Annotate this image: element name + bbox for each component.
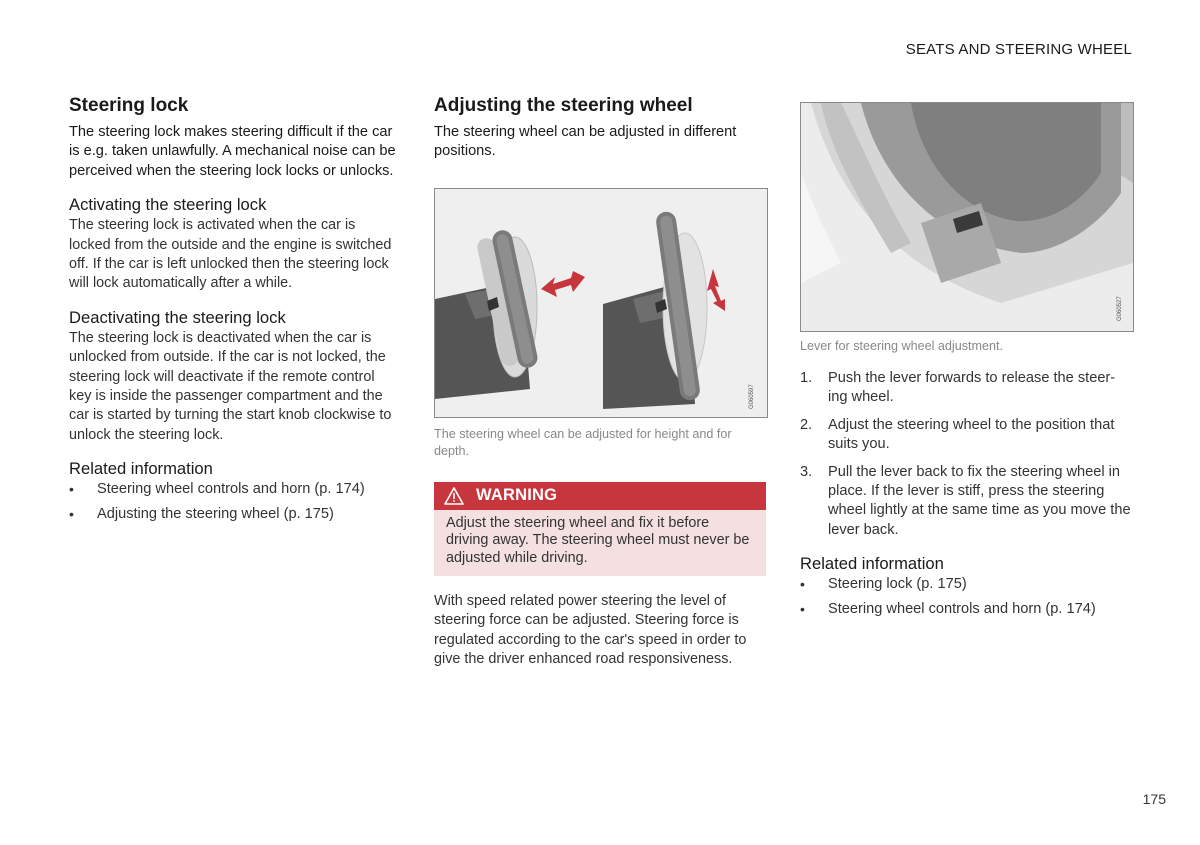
section-title: Steering lock bbox=[69, 95, 189, 116]
warning-triangle-icon bbox=[444, 487, 464, 505]
related-link[interactable]: • Steering lock (p. 175) bbox=[800, 575, 1134, 594]
related-heading: Related information bbox=[69, 459, 213, 479]
page-number: 175 bbox=[1142, 791, 1166, 807]
figure-caption: The steering wheel can be adjusted for height and for depth. bbox=[434, 426, 732, 458]
lever-section bbox=[800, 98, 1134, 625]
subheading-activating: Activating the steering lock bbox=[69, 195, 267, 215]
activating-text: The steering lock is activated when the car is locked from the outside and the engine is switched off. If the car is left unlocked then the steering lock will lock automatically after a while. bbox=[69, 217, 392, 292]
lever-drawing bbox=[801, 103, 1133, 331]
related-heading: Related information bbox=[800, 554, 944, 574]
related-link[interactable]: • Adjusting the steering wheel (p. 175) bbox=[69, 505, 399, 524]
related-information bbox=[800, 554, 1134, 619]
step-text: Pull the lever back to fix the steering wheel in place. If the lever is stiff, press the steering wheel lightly at the same time as you move the lever back. bbox=[828, 463, 1131, 538]
warning-text: Adjust the steering wheel and fix it before driving away. The steering wheel must never be adjusted while driving. bbox=[434, 510, 766, 576]
warning-label: WARNING bbox=[476, 486, 558, 505]
step-number: 2. bbox=[800, 416, 813, 433]
related-list bbox=[69, 480, 399, 524]
intro-text: The steering lock makes steering difficult if the car is e.g. taken unlawfully. A mechanical noise can be perceived when the steering lock locks or unlocks. bbox=[69, 124, 396, 179]
section-title: Adjusting the steering wheel bbox=[434, 95, 693, 116]
step-item bbox=[800, 369, 1134, 408]
related-information bbox=[69, 459, 399, 524]
step-item bbox=[800, 463, 1134, 541]
step-item bbox=[800, 416, 1134, 455]
lever-illustration bbox=[800, 102, 1134, 332]
body-text: With speed related power steering the level of steering force can be adjusted. Steering force is regulated according to the car's speed in order to give the driver enhanced road responsiveness. bbox=[434, 593, 747, 668]
steering-lock-section bbox=[69, 94, 399, 530]
running-header: SEATS AND STEERING WHEEL bbox=[905, 41, 1132, 58]
figure-id: G060527 bbox=[1117, 296, 1123, 321]
step-text: Push the lever forwards to release the steer-ing wheel. bbox=[828, 370, 1116, 406]
adjusting-steering-wheel-section bbox=[434, 94, 768, 684]
related-link[interactable]: • Steering wheel controls and horn (p. 174) bbox=[800, 600, 1134, 619]
steering-wheel-drawing bbox=[435, 189, 767, 417]
subheading-deactivating: Deactivating the steering lock bbox=[69, 307, 286, 327]
related-link[interactable]: • Steering wheel controls and horn (p. 174) bbox=[69, 480, 399, 499]
deactivating-text: The steering lock is deactivated when the car is unlocked from outside. If the car is not locked, the steering lock will deactivate if the remote control key is inside the passenger compartment and the car is started by turning the start knob clockwise to unlock the steering lock. bbox=[69, 329, 392, 443]
figure-id: G060597 bbox=[749, 384, 755, 409]
warning-header bbox=[434, 482, 766, 510]
step-number: 3. bbox=[800, 463, 813, 480]
steering-wheel-adjustment-illustration bbox=[434, 188, 768, 418]
adjustment-steps bbox=[800, 369, 1134, 540]
step-number: 1. bbox=[800, 370, 813, 386]
figure-caption: Lever for steering wheel adjustment. bbox=[800, 339, 1004, 353]
step-text: Adjust the steering wheel to the position that suits you. bbox=[828, 416, 1115, 453]
intro-text: The steering wheel can be adjusted in different positions. bbox=[434, 124, 737, 160]
related-list bbox=[800, 575, 1134, 619]
warning-box bbox=[434, 482, 766, 576]
